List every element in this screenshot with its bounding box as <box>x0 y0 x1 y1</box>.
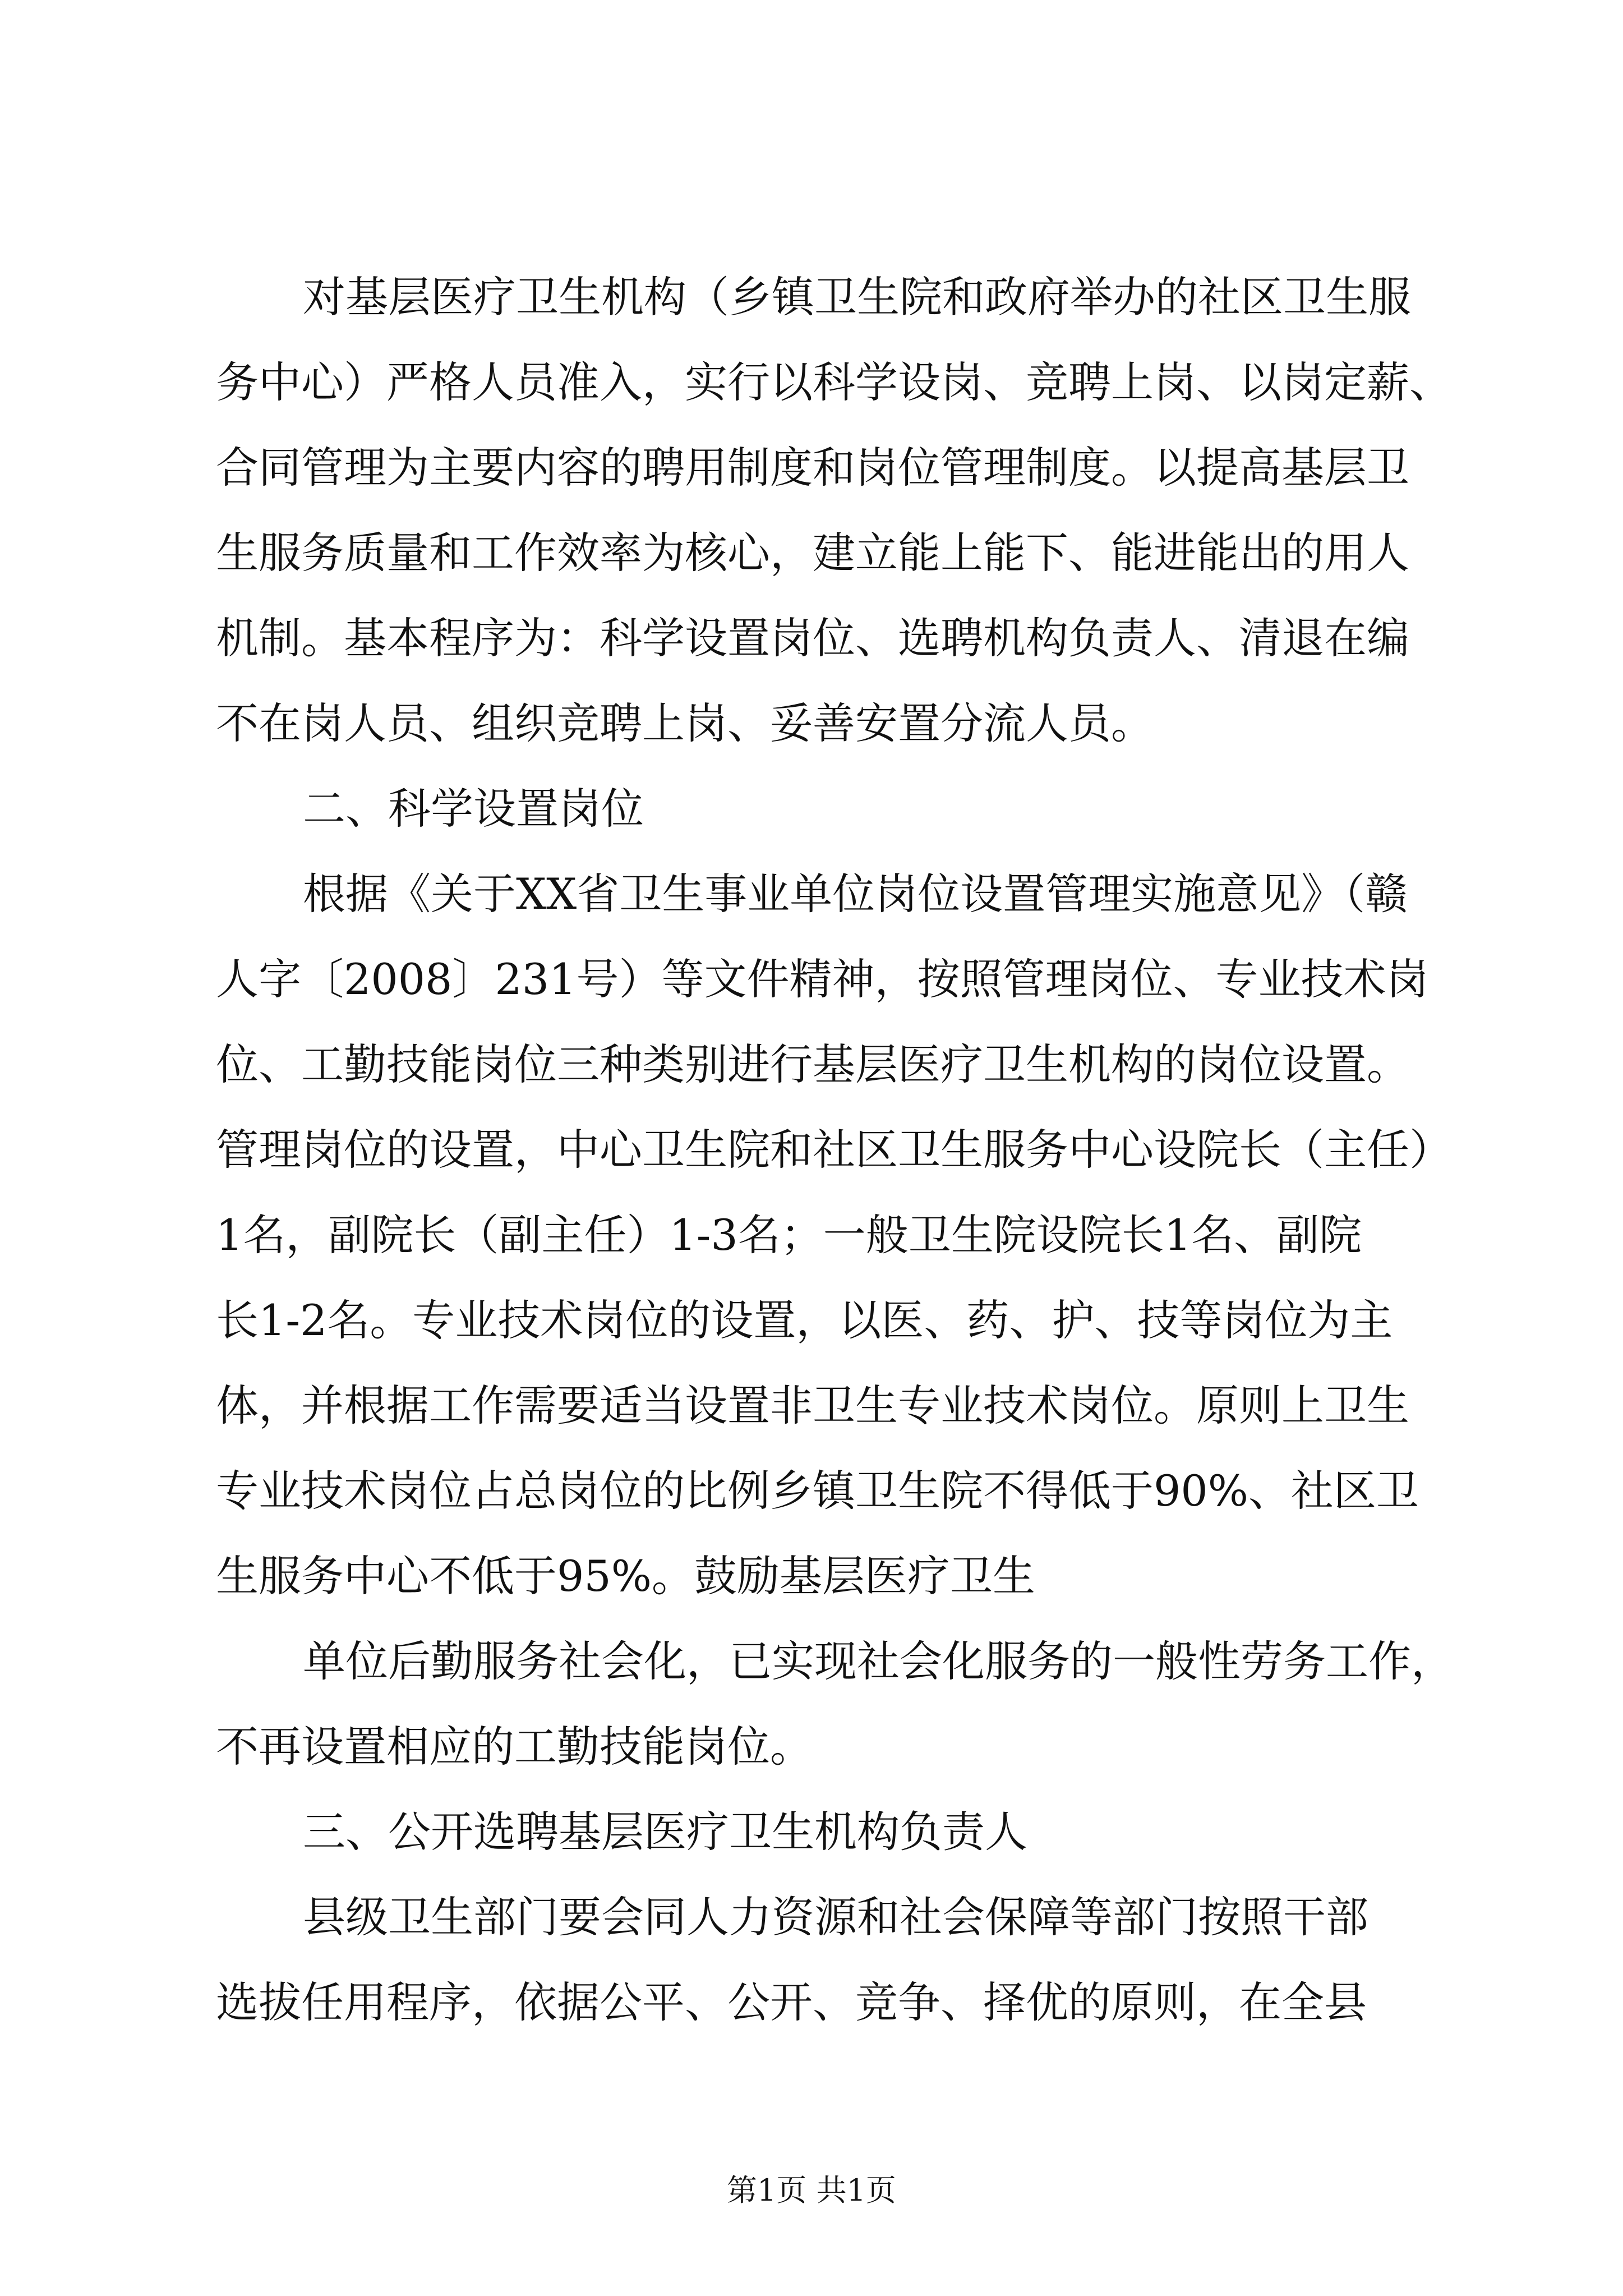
paragraph-line: 对基层医疗卫生机构（乡镇卫生院和政府举办的社区卫生服 <box>303 272 1411 322</box>
paragraph-line: 位、工勤技能岗位三种类别进行基层医疗卫生机构的岗位设置。 <box>216 1039 1409 1089</box>
paragraph-line: 不在岗人员、组织竞聘上岗、妥善安置分流人员。 <box>216 698 1154 748</box>
paragraph-line: 体，并根据工作需要适当设置非卫生专业技术岗位。原则上卫生 <box>216 1381 1409 1430</box>
page-number-footer: 第1页 共1页 <box>727 2173 896 2208</box>
paragraph-line: 县级卫生部门要会同人力资源和社会保障等部门按照干部 <box>303 1892 1368 1942</box>
paragraph-line: 管理岗位的设置，中心卫生院和社区卫生服务中心设院长（主任） <box>216 1125 1452 1175</box>
paragraph-line: 合同管理为主要内容的聘用制度和岗位管理制度。以提高基层卫 <box>216 443 1409 493</box>
paragraph-line: 生服务中心不低于95%。鼓励基层医疗卫生 <box>216 1551 1035 1601</box>
paragraph-line: 1名，副院长（副主任）1-3名；一般卫生院设院长1名、副院 <box>216 1210 1362 1260</box>
section-heading: 三、公开选聘基层医疗卫生机构负责人 <box>303 1807 1027 1857</box>
paragraph-line: 长1-2名。专业技术岗位的设置，以医、药、护、技等岗位为主 <box>216 1295 1393 1345</box>
paragraph-line: 机制。基本程序为：科学设置岗位、选聘机构负责人、清退在编 <box>216 613 1409 663</box>
paragraph-line: 选拔任用程序，依据公平、公开、竞争、择优的原则，在全县 <box>216 1977 1367 2027</box>
paragraph-line: 人字〔2008〕231号）等文件精神，按照管理岗位、专业技术岗 <box>216 954 1429 1004</box>
section-heading: 二、科学设置岗位 <box>303 784 644 834</box>
paragraph-line: 务中心）严格人员准入，实行以科学设岗、竞聘上岗、以岗定薪、 <box>216 357 1452 407</box>
paragraph-line: 不再设置相应的工勤技能岗位。 <box>216 1722 813 1772</box>
paragraph-line: 根据《关于XX省卫生事业单位岗位设置管理实施意见》（赣 <box>303 869 1408 919</box>
paragraph-line: 专业技术岗位占总岗位的比例乡镇卫生院不得低于90%、社区卫 <box>216 1466 1419 1516</box>
paragraph-line: 单位后勤服务社会化，已实现社会化服务的一般性劳务工作， <box>303 1636 1454 1686</box>
paragraph-line: 生服务质量和工作效率为核心，建立能上能下、能进能出的用人 <box>216 528 1409 578</box>
